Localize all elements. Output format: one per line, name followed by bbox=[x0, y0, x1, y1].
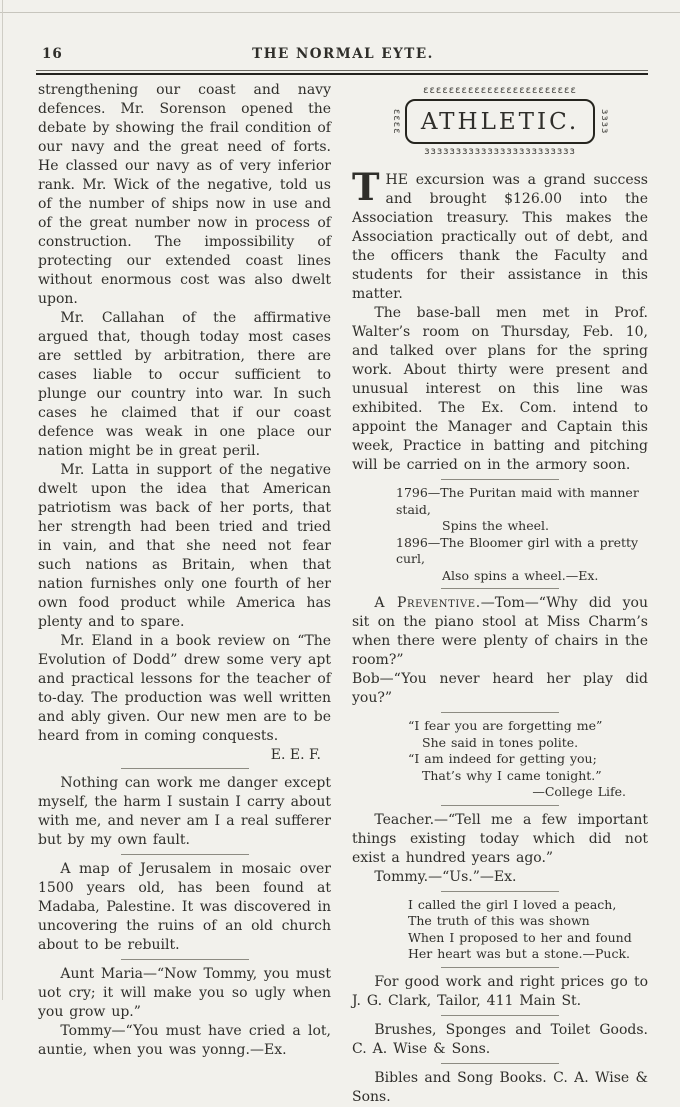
paragraph-aunt-maria: Aunt Maria—“Now Tommy, you must uot cry; it will make you so ugly when you grow up.” bbox=[38, 966, 331, 1020]
section-rule bbox=[441, 967, 559, 968]
page-number: 16 bbox=[42, 46, 63, 62]
ad-clark-tailor: For good work and right prices go to J. G. Clark, Tailor, 411 Main St. bbox=[352, 973, 648, 1009]
verse-line: That’s why I came tonight.” bbox=[422, 767, 602, 783]
ad-wise-sons-bibles: Bibles and Song Books. C. A. Wise & Sons. bbox=[352, 1069, 648, 1105]
athletic-title: ATHLETIC. bbox=[405, 99, 595, 144]
paragraph-excursion-text: HE excursion was a grand success and brought $126.00 into the Association treasury. This makes the Association practically out of debt, and the officers thank the Faculty and students for their assistance in this matter. bbox=[352, 172, 648, 302]
paragraph-baseball: The base-ball men met in Prof. Walter’s room on Thursday, Feb. 10, and talked over plans for the spring work. About thirty were present and unusual interest on this line was exhibited. The Ex. Com. intend to appoint the Manager and Captain this week, Practice in batting and pitching will be carried on in the armory soon. bbox=[352, 305, 648, 473]
ornament-border-top-icon: ɛɛɛɛɛɛɛɛɛɛɛɛɛɛɛɛɛɛɛɛɛɛɛɛ bbox=[423, 85, 577, 96]
section-rule bbox=[441, 891, 559, 892]
paragraph-teacher: Teacher.—“Tell me a few important things existing today which did not exist a hundred years ago.” bbox=[352, 811, 648, 866]
verse-line: The truth of this was shown bbox=[408, 913, 590, 928]
masthead-double-rule bbox=[36, 70, 648, 75]
verse-line: 1796—The Puritan maid with manner staid, bbox=[396, 485, 639, 517]
verse-line: “I am indeed for getting you; bbox=[408, 751, 597, 766]
verse-line: Her heart was but a stone.—Puck. bbox=[408, 946, 631, 961]
paragraph-nothing-danger: Nothing can work me danger except myself, the harm I sustain I carry about with me, and never am I a real sufferer but by my own fault. bbox=[38, 775, 331, 848]
ornament-border-right-icon: ɜɜɜɜ bbox=[599, 108, 610, 135]
preventive-text: —Tom—“Why did you sit on the piano stool at Miss Charm’s when there were plenty of chairs in the room?” bbox=[352, 595, 648, 668]
section-rule bbox=[121, 768, 249, 769]
section-rule bbox=[441, 1063, 559, 1064]
paragraph-tommy-us: Tommy.—“Us.”—Ex. bbox=[374, 868, 517, 885]
verse-line: When I proposed to her and found bbox=[408, 929, 632, 945]
ornament-border-bottom-icon: ɜɜɜɜɜɜɜɜɜɜɜɜɜɜɜɜɜɜɜɜɜɜɜɜ bbox=[424, 146, 576, 157]
page-edge-line-top bbox=[0, 12, 680, 13]
section-rule bbox=[121, 854, 249, 855]
drop-cap: T bbox=[352, 165, 380, 209]
verse-wheel bbox=[396, 485, 648, 584]
preventive-lead: A Preventive. bbox=[374, 595, 481, 611]
paragraph-jerusalem-map: A map of Jerusalem in mosaic over 1500 years old, has been found at Madaba, Palestine. It was discovered in uncovering the ruins of an old church about to be rebuilt. bbox=[38, 861, 331, 953]
verse-line: I called the girl I loved a peach, bbox=[408, 896, 617, 912]
verse-line: Also spins a wheel.—Ex. bbox=[442, 567, 599, 583]
paragraph-latta: Mr. Latta in support of the negative dwelt upon the idea that American patriotism was back of her ports, that her strength had been tried and tried in vain, and that she need not fear such nations as Britain, when that nation furnishes only one fourth of her own food product while America has plenty and to spare. bbox=[38, 462, 331, 630]
verse-attribution: —College Life. bbox=[532, 784, 626, 799]
author-initials: E. E. F. bbox=[270, 747, 321, 763]
verse-line: Spins the wheel. bbox=[442, 518, 549, 533]
athletic-section-header bbox=[390, 85, 610, 158]
paragraph-bob: Bob—“You never heard her play did you?” bbox=[352, 671, 648, 706]
verse-peach bbox=[408, 897, 648, 963]
paragraph-tommy-reply: Tommy—“You must have cried a lot, auntie, when you was yonng.—Ex. bbox=[38, 1023, 331, 1058]
paragraph-eland: Mr. Eland in a book review on “The Evolution of Dodd” drew some very apt and practical lessons for the teacher of to-day. The production was well written and ably given. Our new men are to be heard from in coming conquests. bbox=[38, 633, 331, 744]
ornament-border-left-icon: ɛɛɛɛ bbox=[391, 108, 402, 135]
paragraph-debate-continued: strengthening our coast and navy defences. Mr. Sorenson opened the debate by showing the frail condition of our navy and the great need of forts. He classed our navy as of very inferior rank. Mr. Wick of the negative, told us of the number of ships now in use and of the great number now in process of construction. The impossibility of protecting our extended coast lines without enormous cost was also dwelt upon. bbox=[38, 82, 331, 307]
section-rule bbox=[441, 479, 559, 480]
paper-title: THE NORMAL EYTE. bbox=[252, 46, 434, 62]
paragraph-excursion bbox=[352, 165, 648, 304]
ad-wise-sons-goods: Brushes, Sponges and Toilet Goods. C. A. Wise & Sons. bbox=[352, 1021, 648, 1057]
section-rule bbox=[121, 959, 249, 960]
section-rule bbox=[441, 1015, 559, 1016]
verse-line: She said in tones polite. bbox=[422, 734, 579, 750]
right-column bbox=[352, 81, 648, 1107]
verse-line: 1896—The Bloomer girl with a pretty curl, bbox=[396, 534, 639, 566]
verse-forgetting bbox=[408, 718, 648, 801]
section-rule bbox=[441, 712, 559, 713]
paragraph-preventive bbox=[352, 594, 648, 670]
masthead bbox=[38, 46, 648, 64]
verse-line: “I fear you are forgetting me” bbox=[408, 718, 603, 733]
paragraph-callahan: Mr. Callahan of the affirmative argued that, though today most cases are settled by arbitration, there are cases liable to occur sufficient to plunge our country into war. In such cases he claimed that if our coast defence was weak in one place our nation might be in great peril. bbox=[38, 310, 331, 459]
page-edge-line-left bbox=[2, 0, 3, 1000]
left-column bbox=[38, 81, 331, 1060]
section-rule bbox=[441, 805, 559, 806]
section-rule bbox=[441, 588, 559, 589]
